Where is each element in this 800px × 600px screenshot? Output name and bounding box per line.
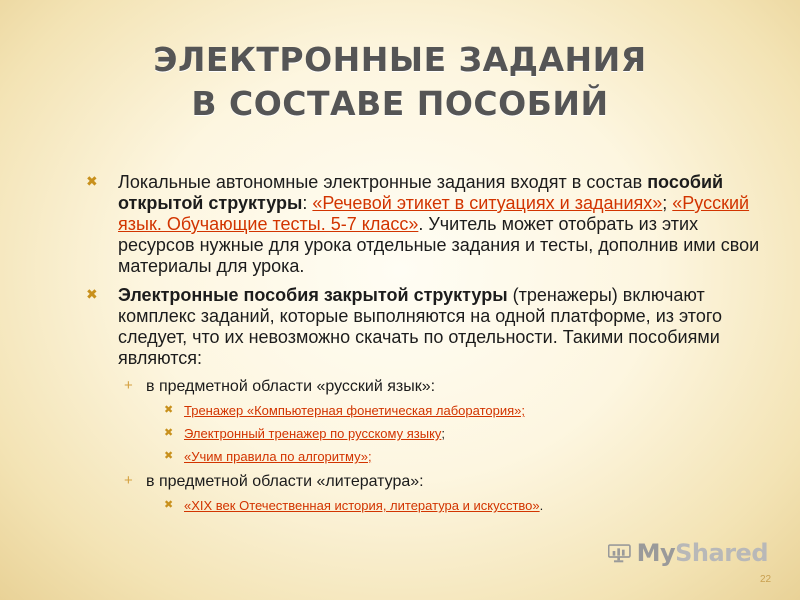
x-bullet-icon: ✖: [164, 450, 174, 462]
x-bullet-icon: ✖: [86, 173, 98, 189]
bullet-text: . Учитель может отобрать из этих ресурсов нужные для урока отдельные задания и тесты, дополнив ими свои материалы для урока.: [118, 214, 760, 276]
link-russian-tests[interactable]: «Русский язык. Обучающие тесты. 5-7 класс»: [118, 193, 750, 234]
slide-title: [0, 38, 800, 126]
x-bullet-icon: ✖: [164, 404, 174, 416]
page-number: 22: [760, 574, 772, 585]
bullet-text: ;: [662, 193, 673, 213]
title-line-1: ЭЛЕКТРОННЫЕ ЗАДАНИЯ: [153, 40, 647, 79]
logo-text: [637, 539, 768, 567]
link-speech-etiquette[interactable]: «Речевой этикет в ситуациях и заданиях»: [312, 193, 663, 213]
myshared-logo: [608, 536, 768, 570]
list-item: [164, 498, 762, 513]
list-item: [164, 403, 762, 418]
list-item: [164, 426, 762, 441]
bullet-text: (тренажеры) включают комплекс заданий, которые выполняются на одной платформе, из этого следует, что их невозможно скачать по отдельности. Такими пособиями являются:: [118, 285, 723, 368]
sub-bullet-literature: [124, 472, 762, 491]
sub-bullet-russian: [124, 377, 762, 396]
title-line-2: В СОСТАВЕ ПОСОБИЙ: [191, 84, 609, 123]
logo-shared: Shared: [675, 539, 768, 567]
sub-bullet-label: в предметной области «литература»:: [146, 473, 424, 490]
plus-bullet-icon: +: [124, 377, 133, 394]
slide-content: [86, 172, 762, 521]
link-phonetic-lab[interactable]: Тренажер «Компьютерная фонетическая лаборатория»;: [184, 403, 525, 418]
x-bullet-icon: ✖: [164, 499, 174, 511]
bullet-open-structure: [86, 172, 762, 277]
link-suffix: ;: [441, 426, 446, 441]
logo-my: My: [636, 539, 676, 567]
list-item: [164, 449, 762, 464]
x-bullet-icon: ✖: [164, 427, 174, 439]
bullet-bold-term: Электронные пособия закрытой структуры: [118, 285, 508, 305]
plus-bullet-icon: +: [124, 472, 133, 489]
bullet-text: Локальные автономные электронные задания входят в состав: [118, 172, 648, 192]
bullet-closed-structure: [86, 285, 762, 369]
link-algorithm-rules[interactable]: «Учим правила по алгоритму»;: [184, 449, 372, 464]
link-russian-trainer[interactable]: Электронный тренажер по русскому языку: [184, 426, 442, 441]
link-xix-century[interactable]: «XIX век Отечественная история, литература и искусство»: [184, 498, 540, 513]
bullet-text: :: [302, 193, 313, 213]
bullet-bold-term: пособий открытой структуры: [118, 172, 724, 213]
podium-icon: [608, 538, 631, 568]
sub-bullet-label: в предметной области «русский язык»:: [146, 378, 436, 395]
link-suffix: .: [539, 498, 544, 513]
x-bullet-icon: ✖: [86, 286, 98, 302]
